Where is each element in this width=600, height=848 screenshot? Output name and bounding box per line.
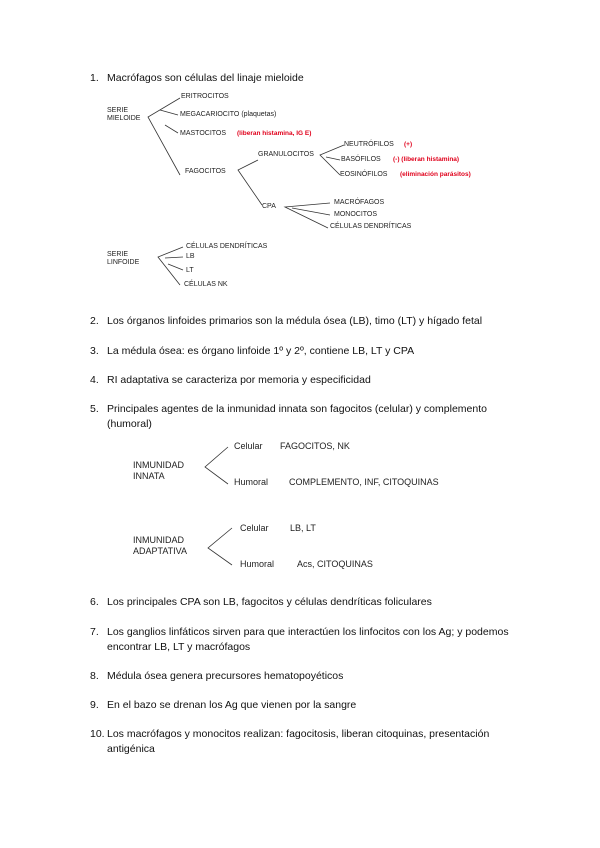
adaptativa-celular-label: Celular xyxy=(240,523,269,533)
mastocitos-label: MASTOCITOS xyxy=(180,130,227,137)
item-text: Principales agentes de la inmunidad innata son fagocitos (celular) y complemento (humoral) xyxy=(107,403,487,430)
item-number: 5. xyxy=(90,403,99,415)
item-number: 2. xyxy=(90,315,99,327)
list-item-2 xyxy=(90,314,530,329)
item-text: Médula ósea genera precursores hematopoyéticos xyxy=(107,670,344,682)
item-number: 10. xyxy=(90,728,105,740)
list-item-3 xyxy=(90,344,530,359)
mastocitos-note: (liberan histamina, IG E) xyxy=(237,130,312,137)
nk-label: CÉLULAS NK xyxy=(184,281,228,288)
monocitos-label: MONOCITOS xyxy=(334,211,378,218)
cpa-label: CPA xyxy=(262,203,276,210)
item-number: 3. xyxy=(90,345,99,357)
lb-label: LB xyxy=(186,253,195,260)
innata-celular-label: Celular xyxy=(234,441,263,451)
neutrofilos-note: (+) xyxy=(404,141,413,148)
serie-linfoide-label: SERIE LINFOIDE xyxy=(107,251,140,266)
item-number: 6. xyxy=(90,596,99,608)
macrofagos-label: MACRÓFAGOS xyxy=(334,199,385,206)
item-text: Los macrófagos y monocitos realizan: fagocitosis, liberan citoquinas, presentación antigénica xyxy=(107,728,490,755)
basofilos-label: BASÓFILOS xyxy=(341,156,381,163)
lt-label: LT xyxy=(186,267,194,274)
innata-humoral-label: Humoral xyxy=(234,477,269,487)
item-text: Los órganos linfoides primarios son la médula ósea (LB), timo (LT) y hígado fetal xyxy=(107,315,483,327)
adaptativa-humoral-label: Humoral xyxy=(240,559,275,569)
granulocitos-label: GRANULOCITOS xyxy=(258,151,314,158)
innata-humoral-value: COMPLEMENTO, INF, CITOQUINAS xyxy=(289,477,439,487)
item-text: Los ganglios linfáticos sirven para que interactúen los linfocitos con los Ag; y podemos encontrar LB, LT y macrófagos xyxy=(107,626,509,653)
item-text: En el bazo se drenan los Ag que vienen por la sangre xyxy=(107,699,357,711)
list-item-4 xyxy=(90,373,530,388)
basofilos-note: (-) (liberan histamina) xyxy=(393,156,460,163)
list-item-10 xyxy=(90,727,530,757)
megacariocito-label: MEGACARIOCITO (plaquetas) xyxy=(180,111,277,118)
item-text: Macrófagos son células del linaje mieloide xyxy=(107,72,304,84)
eosinofilos-label: EOSINÓFILOS xyxy=(340,171,388,178)
item-text: Los principales CPA son LB, fagocitos y células dendríticas foliculares xyxy=(107,596,432,608)
neutrofilos-label: NEUTRÓFILOS xyxy=(344,141,394,148)
inmunidad-innata-label: INMUNIDAD INNATA xyxy=(133,460,184,481)
item-number: 8. xyxy=(90,670,99,682)
item-number: 1. xyxy=(90,72,99,84)
inmunidad-adaptativa-label: INMUNIDAD ADAPTATIVA xyxy=(133,535,188,556)
fagocitos-label: FAGOCITOS xyxy=(185,168,226,175)
item-number: 9. xyxy=(90,699,99,711)
item-text: RI adaptativa se caracteriza por memoria y especificidad xyxy=(107,374,371,386)
list-item-5 xyxy=(90,402,530,432)
item-number: 4. xyxy=(90,374,99,386)
linfoide-dendriticas-label: CÉLULAS DENDRÍTICAS xyxy=(186,243,268,250)
cpa-dendriticas-label: CÉLULAS DENDRÍTICAS xyxy=(330,223,412,230)
eosinofilos-note: (eliminación parásitos) xyxy=(400,171,471,178)
innata-celular-value: FAGOCITOS, NK xyxy=(280,441,350,451)
adaptativa-humoral-value: Acs, CITOQUINAS xyxy=(297,559,373,569)
eritrocitos-label: ERITROCITOS xyxy=(181,93,229,100)
adaptativa-celular-value: LB, LT xyxy=(290,523,316,533)
list-item-8 xyxy=(90,669,530,684)
list-item-9 xyxy=(90,698,530,713)
item-number: 7. xyxy=(90,626,99,638)
serie-mieloide-label: SERIE MIELOIDE xyxy=(107,107,141,122)
list-item-7 xyxy=(90,625,530,655)
item-text: La médula ósea: es órgano linfoide 1º y 2º, contiene LB, LT y CPA xyxy=(107,345,415,357)
list-item-6 xyxy=(90,595,530,610)
